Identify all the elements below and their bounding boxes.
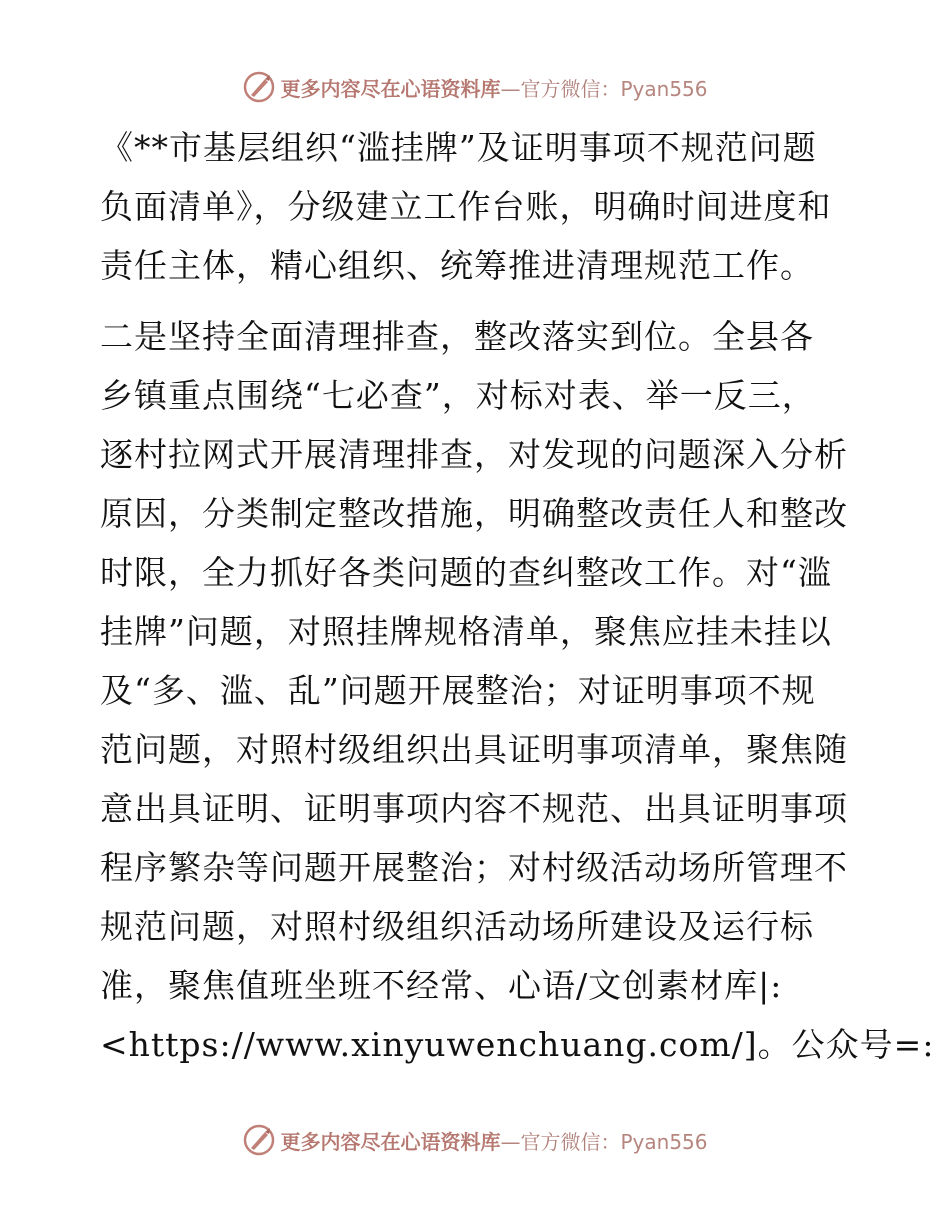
quill-logo-icon [242,1123,276,1157]
paragraph-1 [100,118,860,295]
banner-wechat-id: Pyan556 [620,76,708,101]
text-line: 准，聚焦值班坐班不经常、心语/文创素材库|: [100,966,783,1005]
text-line: 责任主体，精心组织、统筹推进清理规范工作。 [100,246,814,285]
text-line: 挂牌”问题，对照挂牌规格清单，聚焦应挂未挂以 [100,612,832,651]
document-body [100,118,935,1074]
banner-brand: 更多内容尽在心语资料库 [280,76,501,101]
banner-wechat-label: 官方微信： [520,1129,621,1154]
quill-logo-icon [242,70,276,104]
text-line: 规范问题，对照村级组织活动场所建设及运行标 [100,907,814,946]
banner-text [280,73,707,102]
text-line: 及“多、滥、乱”问题开展整治；对证明事项不规 [100,671,816,710]
banner-text [280,1126,707,1155]
banner-wechat-label: 官方微信： [520,76,621,101]
text-line: 原因，分类制定整改措施，明确整改责任人和整改 [100,494,848,533]
banner-wechat-id: Pyan556 [620,1129,708,1154]
paragraph-gap [100,295,860,307]
footer-watermark-banner [0,1123,950,1157]
banner-dash: — [500,76,521,101]
text-line: 范问题，对照村级组织出具证明事项清单，聚焦随 [100,730,848,769]
banner-brand: 更多内容尽在心语资料库 [280,1129,501,1154]
text-line: <https://www.xinyuwenchuang.com/]。公众号=: [100,1025,935,1064]
text-line: 意出具证明、证明事项内容不规范、出具证明事项 [100,789,848,828]
header-watermark-banner [0,70,950,104]
paragraph-2 [100,307,935,1074]
text-line: 时限，全力抓好各类问题的查纠整改工作。对“滥 [100,553,832,592]
banner-dash: — [500,1129,521,1154]
text-line: 程序繁杂等问题开展整治；对村级活动场所管理不 [100,848,848,887]
text-line: 逐村拉网式开展清理排查，对发现的问题深入分析 [100,435,848,474]
text-line: 二是坚持全面清理排查，整改落实到位。全县各 [100,317,814,356]
text-line: 乡镇重点围绕“七必查”，对标对表、举一反三， [100,376,816,415]
text-line: 负面清单》，分级建立工作台账，明确时间进度和 [100,187,832,226]
text-line: 《**市基层组织“滥挂牌”及证明事项不规范问题 [100,128,817,167]
